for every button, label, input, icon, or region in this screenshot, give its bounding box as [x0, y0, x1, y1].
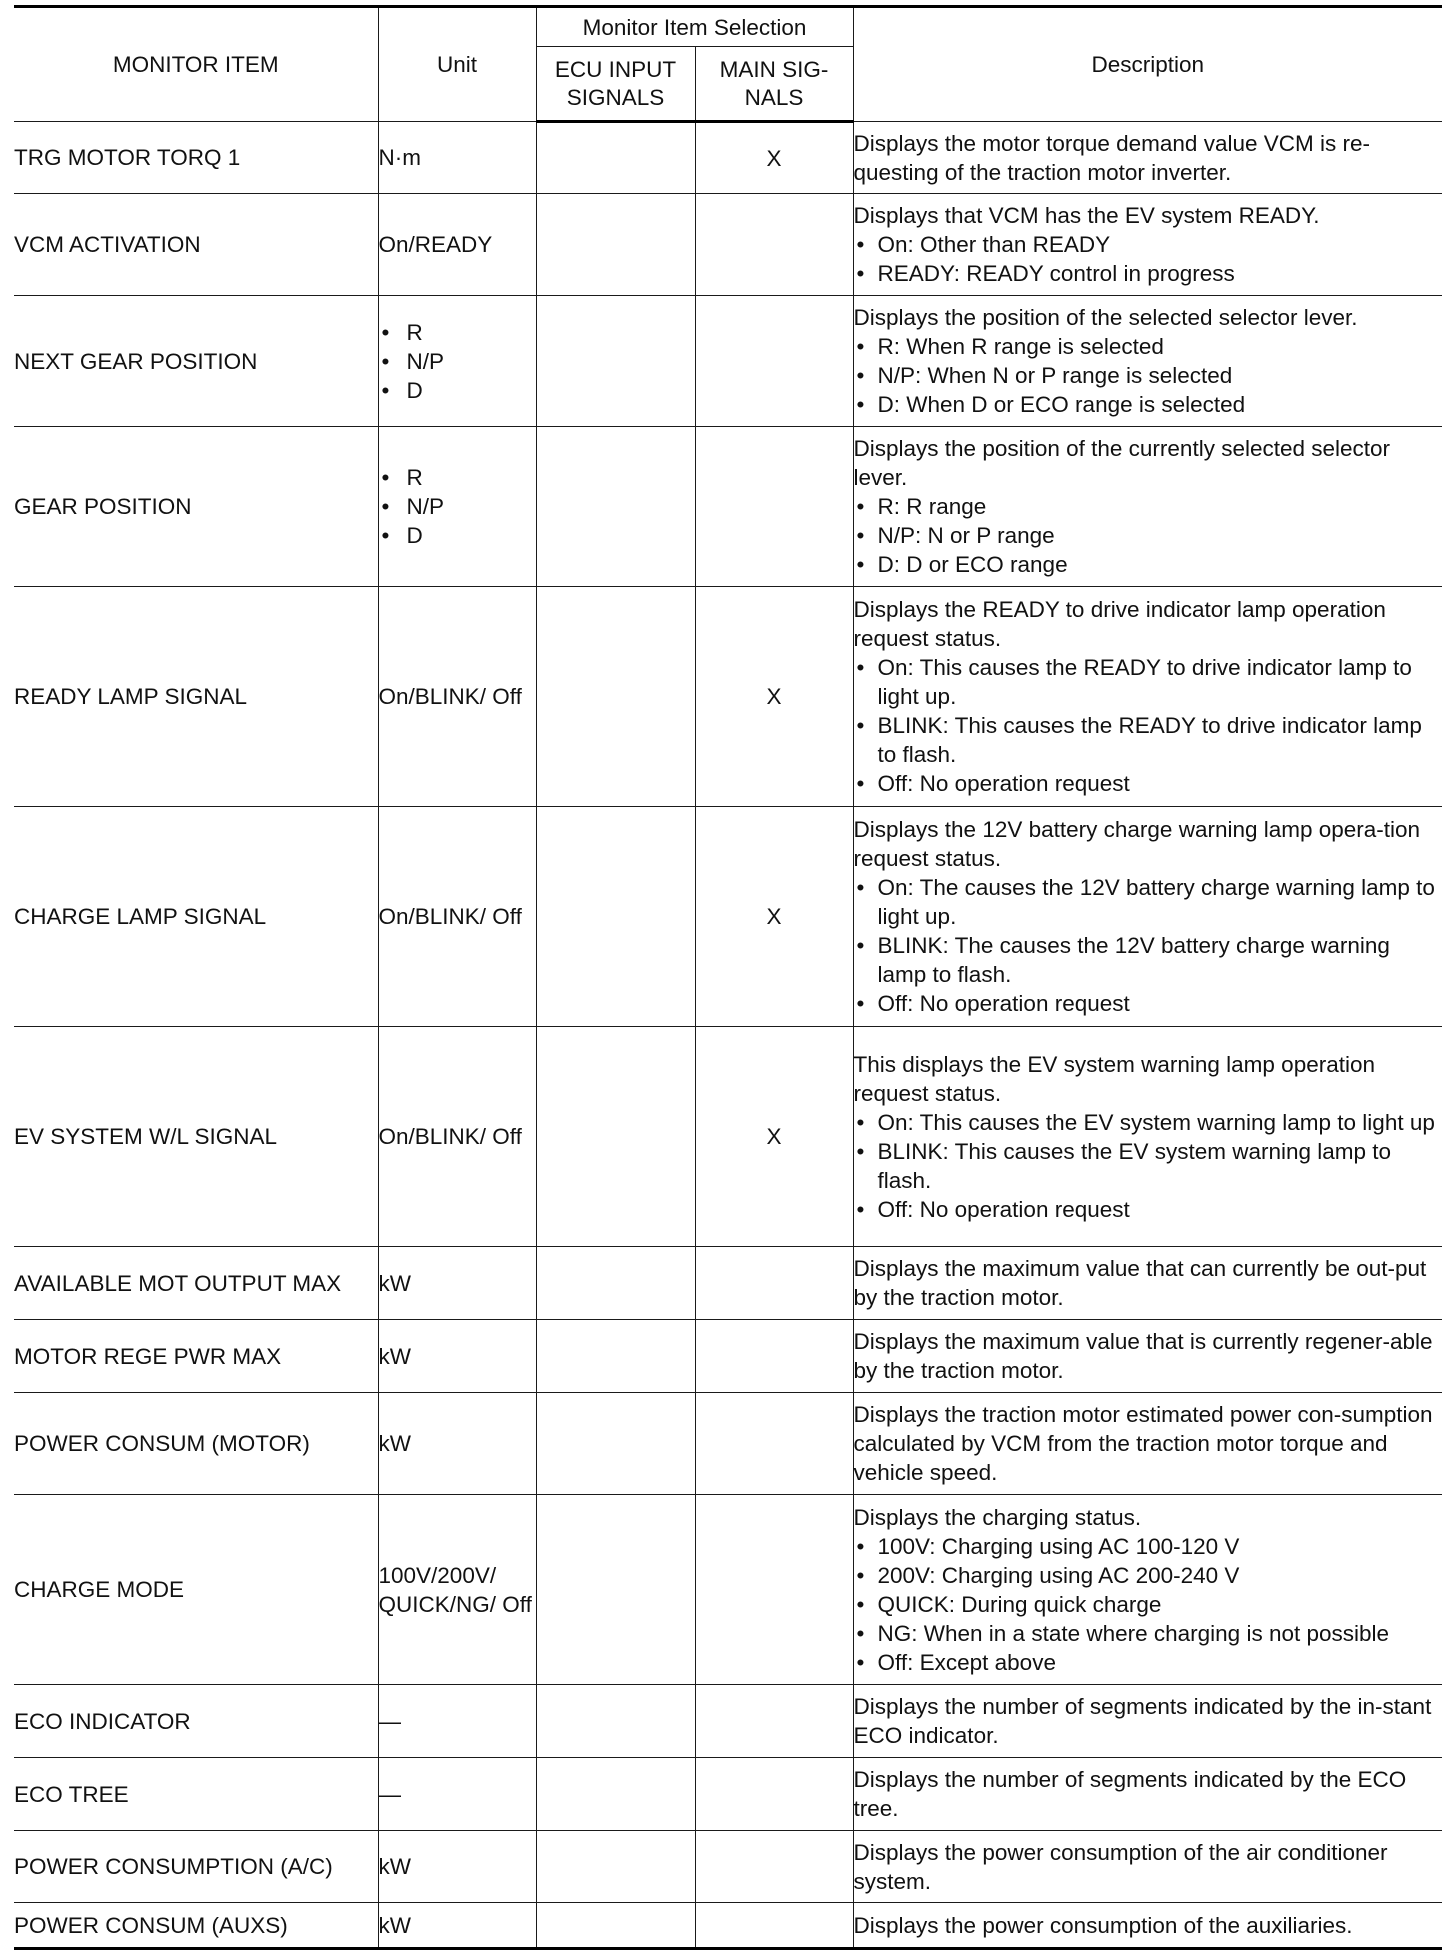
- unit-cell: On/BLINK/ Off: [378, 807, 536, 1027]
- unit-cell: N·m: [378, 122, 536, 194]
- description-cell: [853, 1027, 1442, 1247]
- description-bullet: • 200V: Charging using AC 200-240 V: [854, 1561, 1443, 1590]
- description-cell: [853, 296, 1442, 427]
- description-bullet: • BLINK: This causes the EV system warning lamp to flash.: [854, 1137, 1443, 1195]
- ecu-input-signals-mark: [536, 194, 695, 296]
- description-bullet-list: [854, 1532, 1443, 1677]
- description-bullet: • R: R range: [854, 492, 1443, 521]
- main-signals-mark: [695, 1685, 853, 1758]
- unit-cell: [378, 427, 536, 587]
- monitor-item-cell: ECO INDICATOR: [14, 1685, 378, 1758]
- description-bullet: • Off: Except above: [854, 1648, 1443, 1677]
- ecu-input-signals-mark: [536, 1903, 695, 1949]
- table-row: [14, 427, 1442, 587]
- table-row: [14, 1320, 1442, 1393]
- monitor-item-table: [14, 5, 1442, 1950]
- table-row: [14, 1831, 1442, 1903]
- monitor-item-cell: MOTOR REGE PWR MAX: [14, 1320, 378, 1393]
- description-cell: [853, 807, 1442, 1027]
- description-cell: [853, 587, 1442, 807]
- description-text: This displays the EV system warning lamp operation request status.: [853, 1051, 1376, 1106]
- table-row: [14, 1027, 1442, 1247]
- monitor-item-cell: POWER CONSUM (MOTOR): [14, 1393, 378, 1495]
- description-text: Displays the position of the currently selected selector lever.: [853, 436, 1391, 490]
- description-bullet: • READY: READY control in progress: [854, 259, 1443, 288]
- description-bullet: • NG: When in a state where charging is not possible: [854, 1619, 1443, 1648]
- main-signals-mark: X: [695, 122, 853, 194]
- monitor-item-cell: CHARGE MODE: [14, 1495, 378, 1685]
- main-signals-mark: X: [695, 1027, 853, 1247]
- description-bullet: • 100V: Charging using AC 100-120 V: [854, 1532, 1443, 1561]
- table-row: [14, 587, 1442, 807]
- description-text: Displays the power consumption of the auxiliaries.: [853, 1912, 1353, 1938]
- description-bullet-list: [854, 653, 1443, 798]
- col-header-unit: Unit: [378, 7, 536, 122]
- monitor-item-cell: AVAILABLE MOT OUTPUT MAX: [14, 1247, 378, 1320]
- unit-cell: [378, 296, 536, 427]
- unit-cell: kW: [378, 1903, 536, 1949]
- description-text: Displays that VCM has the EV system READY.: [853, 203, 1320, 228]
- monitor-item-cell: GEAR POSITION: [14, 427, 378, 587]
- description-bullet: • D: When D or ECO range is selected: [854, 390, 1443, 419]
- ecu-input-signals-mark: [536, 1320, 695, 1393]
- ecu-input-signals-mark: [536, 587, 695, 807]
- description-text: Displays the charging status.: [853, 1504, 1142, 1530]
- unit-list-item: • D: [379, 376, 536, 405]
- description-bullet: • D: D or ECO range: [854, 550, 1443, 579]
- description-bullet: • On: The causes the 12V battery charge warning lamp to light up.: [854, 873, 1443, 931]
- description-text: Displays the number of segments indicated by the ECO tree.: [853, 1767, 1407, 1821]
- description-bullet-list: [854, 332, 1443, 419]
- ecu-input-signals-mark: [536, 1247, 695, 1320]
- table-row: [14, 1758, 1442, 1831]
- main-signals-mark: [695, 1903, 853, 1949]
- description-bullet: • R: When R range is selected: [854, 332, 1443, 361]
- table-row: [14, 1495, 1442, 1685]
- monitor-item-cell: VCM ACTIVATION: [14, 194, 378, 296]
- description-text: Displays the maximum value that can currently be out-put by the traction motor.: [853, 1256, 1427, 1310]
- main-signals-mark: X: [695, 807, 853, 1027]
- main-signals-mark: [695, 1393, 853, 1495]
- col-header-description: Description: [853, 7, 1442, 122]
- unit-cell: 100V/200V/ QUICK/NG/ Off: [378, 1495, 536, 1685]
- monitor-item-cell: ECO TREE: [14, 1758, 378, 1831]
- col-header-main-signals: MAIN SIG-NALS: [695, 47, 853, 122]
- description-text: Displays the maximum value that is currently regener-able by the traction motor.: [853, 1329, 1433, 1383]
- description-text: Displays the READY to drive indicator lamp operation request status.: [853, 597, 1386, 651]
- monitor-item-cell: NEXT GEAR POSITION: [14, 296, 378, 427]
- table-row: [14, 807, 1442, 1027]
- table-row: [14, 122, 1442, 194]
- monitor-item-cell: POWER CONSUM (AUXS): [14, 1903, 378, 1949]
- description-cell: [853, 427, 1442, 587]
- col-header-monitor-item: MONITOR ITEM: [14, 7, 378, 122]
- unit-list-item: • D: [379, 521, 536, 550]
- header-row-top: [14, 7, 1442, 47]
- ecu-input-signals-mark: [536, 122, 695, 194]
- main-signals-mark: [695, 1758, 853, 1831]
- description-cell: [853, 1758, 1442, 1831]
- unit-list-item: • N/P: [379, 347, 536, 376]
- description-cell: [853, 1320, 1442, 1393]
- unit-cell: On/BLINK/ Off: [378, 1027, 536, 1247]
- description-cell: [853, 1393, 1442, 1495]
- col-header-ecu-input-signals: ECU INPUT SIGNALS: [536, 47, 695, 122]
- table-body: [14, 122, 1442, 1949]
- description-bullet-list: [854, 230, 1443, 288]
- unit-list-item: • R: [379, 463, 536, 492]
- description-text: Displays the power consumption of the air conditioner system.: [853, 1839, 1388, 1894]
- description-bullet: • Off: No operation request: [854, 1195, 1443, 1224]
- monitor-item-cell: READY LAMP SIGNAL: [14, 587, 378, 807]
- unit-cell: On/BLINK/ Off: [378, 587, 536, 807]
- unit-cell: —: [378, 1758, 536, 1831]
- unit-cell: kW: [378, 1247, 536, 1320]
- main-signals-mark: [695, 1831, 853, 1903]
- main-signals-mark: [695, 1247, 853, 1320]
- monitor-item-cell: CHARGE LAMP SIGNAL: [14, 807, 378, 1027]
- ecu-input-signals-mark: [536, 1393, 695, 1495]
- description-bullet: • On: Other than READY: [854, 230, 1443, 259]
- col-header-monitor-item-selection: Monitor Item Selection: [536, 7, 853, 47]
- ecu-input-signals-mark: [536, 1831, 695, 1903]
- description-text: Displays the motor torque demand value VCM is re-questing of the traction motor inverter.: [853, 130, 1370, 185]
- unit-cell: On/READY: [378, 194, 536, 296]
- monitor-item-cell: TRG MOTOR TORQ 1: [14, 122, 378, 194]
- main-signals-mark: [695, 1495, 853, 1685]
- ecu-input-signals-mark: [536, 1758, 695, 1831]
- ecu-input-signals-mark: [536, 1495, 695, 1685]
- monitor-item-cell: EV SYSTEM W/L SIGNAL: [14, 1027, 378, 1247]
- unit-cell: kW: [378, 1393, 536, 1495]
- table-row: [14, 1903, 1442, 1949]
- description-cell: [853, 1831, 1442, 1903]
- ecu-input-signals-mark: [536, 1685, 695, 1758]
- unit-cell: kW: [378, 1831, 536, 1903]
- description-cell: [853, 1247, 1442, 1320]
- monitor-item-cell: POWER CONSUMPTION (A/C): [14, 1831, 378, 1903]
- table-row: [14, 194, 1442, 296]
- description-text: Displays the 12V battery charge warning lamp opera-tion request status.: [853, 817, 1421, 871]
- main-signals-mark: [695, 427, 853, 587]
- description-bullet: • QUICK: During quick charge: [854, 1590, 1443, 1619]
- unit-list-item: • R: [379, 318, 536, 347]
- table-row: [14, 1247, 1442, 1320]
- main-signals-mark: [695, 194, 853, 296]
- description-text: Displays the position of the selected selector lever.: [853, 305, 1358, 330]
- table-row: [14, 1393, 1442, 1495]
- description-text: Displays the number of segments indicated by the in-stant ECO indicator.: [853, 1694, 1432, 1748]
- description-text: Displays the traction motor estimated power con-sumption calculated by VCM from the traction motor torque and vehicle speed.: [853, 1402, 1433, 1485]
- description-bullet: • Off: No operation request: [854, 769, 1443, 798]
- unit-list-item: • N/P: [379, 492, 536, 521]
- description-bullet-list: [854, 873, 1443, 1018]
- description-bullet-list: [854, 1108, 1443, 1224]
- description-cell: [853, 1903, 1442, 1949]
- description-bullet: • BLINK: The causes the 12V battery charge warning lamp to flash.: [854, 931, 1443, 989]
- unit-list: [379, 463, 536, 550]
- ecu-input-signals-mark: [536, 296, 695, 427]
- description-cell: [853, 194, 1442, 296]
- description-bullet: • N/P: When N or P range is selected: [854, 361, 1443, 390]
- description-bullet: • N/P: N or P range: [854, 521, 1443, 550]
- description-bullet: • Off: No operation request: [854, 989, 1443, 1018]
- description-cell: [853, 1685, 1442, 1758]
- main-signals-mark: [695, 296, 853, 427]
- description-bullet-list: [854, 492, 1443, 579]
- description-cell: [853, 122, 1442, 194]
- table-row: [14, 296, 1442, 427]
- unit-cell: kW: [378, 1320, 536, 1393]
- unit-cell: —: [378, 1685, 536, 1758]
- ecu-input-signals-mark: [536, 807, 695, 1027]
- table-row: [14, 1685, 1442, 1758]
- ecu-input-signals-mark: [536, 427, 695, 587]
- description-cell: [853, 1495, 1442, 1685]
- description-bullet: • On: This causes the EV system warning lamp to light up: [854, 1108, 1443, 1137]
- description-bullet: • On: This causes the READY to drive indicator lamp to light up.: [854, 653, 1443, 711]
- description-bullet: • BLINK: This causes the READY to drive indicator lamp to flash.: [854, 711, 1443, 769]
- main-signals-mark: X: [695, 587, 853, 807]
- ecu-input-signals-mark: [536, 1027, 695, 1247]
- main-signals-mark: [695, 1320, 853, 1393]
- unit-list: [379, 318, 536, 405]
